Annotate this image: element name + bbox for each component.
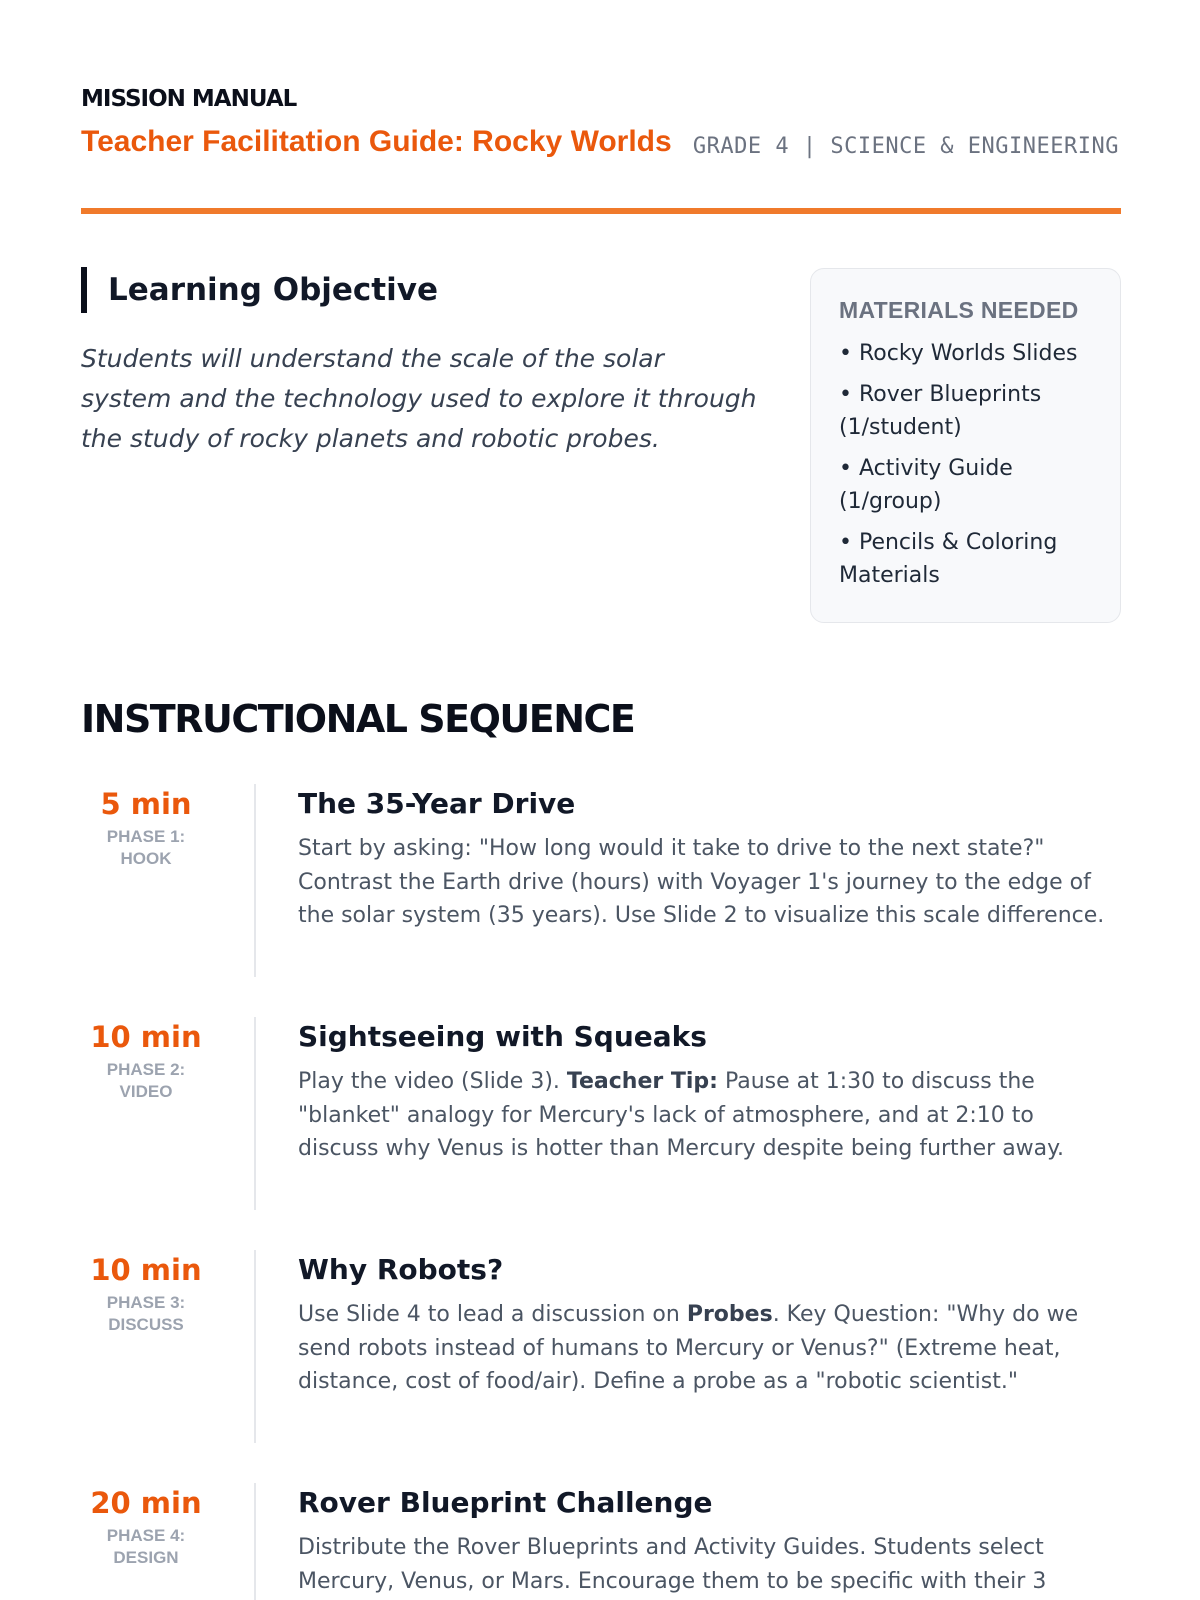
materials-item: • Pencils & Coloring Materials bbox=[839, 530, 1058, 588]
phase-body bbox=[298, 1483, 1121, 1598]
brand-logo-text: MISSION MANUAL bbox=[81, 86, 297, 112]
phase-text-segment: Play the video (Slide 3). bbox=[298, 1069, 567, 1094]
phase-body bbox=[298, 1250, 1121, 1399]
phase-item bbox=[81, 1017, 1121, 1210]
objective-text: Students will understand the scale of the solar system and the technology used to explore it through the study of rocky planets and robotic probes. bbox=[81, 344, 757, 453]
phase-text bbox=[298, 1065, 1121, 1166]
phase-timing bbox=[81, 1250, 211, 1336]
materials-title: MATERIALS NEEDED bbox=[839, 297, 1079, 323]
phase-item bbox=[81, 1483, 1121, 1600]
phase-item bbox=[81, 1250, 1121, 1443]
phase-title: Rover Blueprint Challenge bbox=[298, 1486, 713, 1519]
phase-duration: 10 min bbox=[90, 1020, 202, 1054]
phase-text-segment: Distribute the Rover Blueprints and Activity Guides. Students select Mercury, Venus, or Mars. Encourage them to be specific with their 3 bbox=[298, 1535, 1047, 1594]
phase-timing bbox=[81, 1017, 211, 1103]
probes-emphasis: Probes bbox=[686, 1302, 773, 1327]
phase-divider bbox=[254, 1017, 256, 1210]
sequence-heading: INSTRUCTIONAL SEQUENCE bbox=[81, 697, 635, 741]
phase-label: PHASE 2: VIDEO bbox=[106, 1060, 186, 1101]
phase-text-segment: . Key Question: "Why do we send robots instead of humans to Mercury or Venus?" (Extreme heat, distance, cost of food/air). Define a probe as a "robotic scientist." bbox=[298, 1302, 1079, 1394]
phase-divider bbox=[254, 1250, 256, 1443]
objective-heading bbox=[81, 267, 761, 313]
materials-item: • Rover Blueprints (1/student) bbox=[839, 382, 1042, 440]
phase-title: The 35-Year Drive bbox=[298, 787, 576, 820]
phase-divider bbox=[254, 1483, 256, 1600]
phase-title: Sightseeing with Squeaks bbox=[298, 1020, 707, 1053]
phase-timing bbox=[81, 1483, 211, 1569]
phase-body bbox=[298, 784, 1121, 933]
materials-list bbox=[839, 337, 1096, 592]
phase-item bbox=[81, 784, 1121, 977]
objective-accent-bar bbox=[81, 267, 87, 313]
phase-label: PHASE 1: HOOK bbox=[106, 827, 186, 868]
phase-timing bbox=[81, 784, 211, 870]
phase-label: PHASE 3: DISCUSS bbox=[106, 1293, 186, 1334]
materials-card bbox=[810, 268, 1121, 623]
phase-text-segment: Use Slide 4 to lead a discussion on bbox=[298, 1302, 687, 1327]
phase-duration: 20 min bbox=[90, 1486, 202, 1520]
teacher-tip-label: Teacher Tip: bbox=[566, 1069, 718, 1094]
phase-label: PHASE 4: DESIGN bbox=[106, 1526, 186, 1567]
header-row bbox=[81, 122, 1119, 166]
phase-body bbox=[298, 1017, 1121, 1166]
materials-item: • Rocky Worlds Slides bbox=[839, 341, 1078, 366]
phase-text-segment: Start by asking: "How long would it take to drive to the next state?" Contrast the Earth drive (hours) with Voyager 1's journey to the edge of the solar system (35 years). Use Slide 2 to visualize this scale difference. bbox=[298, 836, 1105, 928]
header-divider bbox=[81, 208, 1121, 214]
phase-title: Why Robots? bbox=[298, 1253, 504, 1286]
phase-text bbox=[298, 832, 1121, 933]
page-title: Teacher Facilitation Guide: Rocky Worlds bbox=[81, 125, 672, 158]
phase-duration: 10 min bbox=[90, 1253, 202, 1287]
phase-text bbox=[298, 1298, 1121, 1399]
phase-text-segment: Pause at 1:30 to discuss the "blanket" analogy for Mercury's lack of atmosphere, and at 2:10 to discuss why Venus is hotter than Mercury despite being further away. bbox=[298, 1069, 1065, 1161]
phase-duration: 5 min bbox=[100, 787, 192, 821]
learning-objective-section bbox=[81, 267, 761, 459]
phase-divider bbox=[254, 784, 256, 977]
materials-item: • Activity Guide (1/group) bbox=[839, 456, 1013, 514]
phase-text bbox=[298, 1531, 1121, 1598]
objective-heading-text: Learning Objective bbox=[108, 272, 438, 308]
grade-subject-label: GRADE 4 | SCIENCE & ENGINEERING bbox=[692, 134, 1119, 159]
